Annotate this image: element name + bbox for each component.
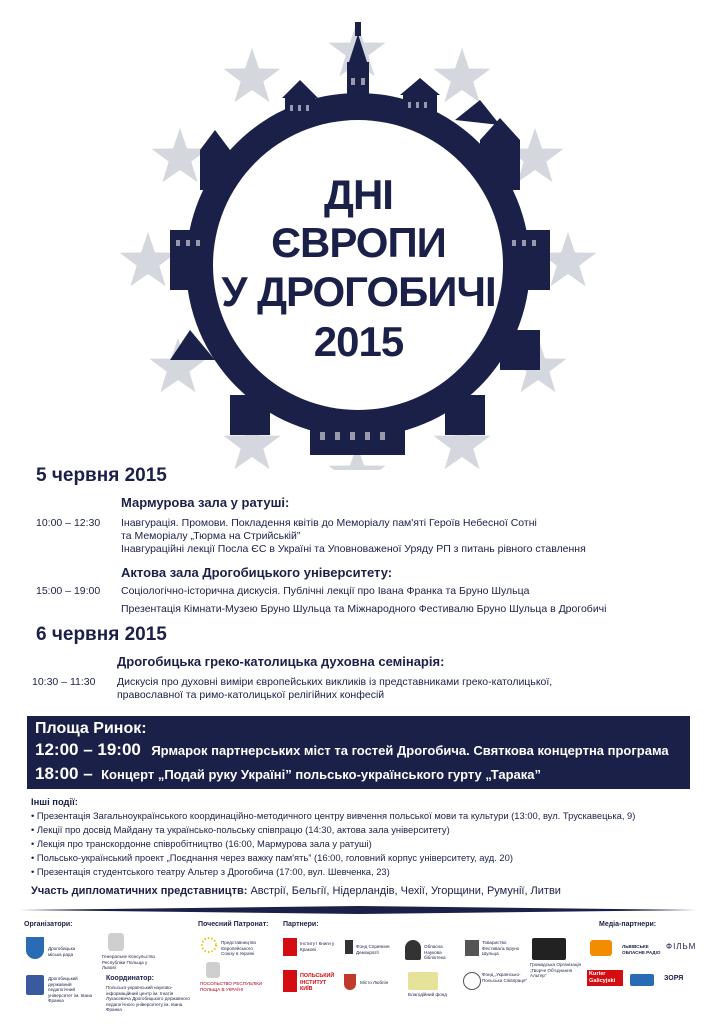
market-time-1: 12:00 – 19:00: [35, 740, 141, 759]
org-2: Генеральне Консульство Республіки Польща у Львові: [102, 954, 156, 970]
day1-venue-2: Актова зала Дрогобицького університету:: [121, 565, 393, 580]
day1-event2-line1: Соціологічно-історична дискусія. Публічні лекції про Івана Франка та Бруно Шульца: [121, 585, 530, 597]
day1-event1-line1: Інавгурація. Промови. Покладення квітів до Меморіалу пам'яті Героїв Небесної Сотні: [121, 517, 537, 529]
day2-event1-line2: православної та римо-католицької релігійних конфесій: [117, 689, 385, 701]
partner-4: Фонд Сприяння Демократії: [356, 944, 390, 955]
title-line-1: ДНІ: [324, 171, 393, 218]
market-time-2: 18:00 –: [35, 764, 93, 783]
other-event-5: • Презентація студентського театру Альтер з Дрогобича (17:00, вул. Шевченка, 23): [31, 866, 390, 877]
day1-event2-time: 15:00 – 19:00: [36, 585, 101, 597]
book-institute-icon: [283, 938, 297, 956]
day1-event1-line3: Інавгураційні лекції Посла ЄС в Україні та Уповноваженої Уряду РП з питань рівного ставлення: [121, 543, 586, 555]
title-line-2: ЄВРОПИ: [271, 219, 446, 266]
poland-eagle-icon: [108, 933, 124, 951]
alter-logo-icon: [532, 938, 566, 960]
radio-station-icon: [630, 974, 654, 986]
day1-date: 5 червня 2015: [36, 465, 167, 486]
footer-separator: [20, 906, 697, 914]
other-event-3: • Лекція про транскордонне співробітництво (16:00, Мармурова зала у ратуші): [31, 838, 372, 849]
market-square-box: [27, 716, 690, 789]
lublin-coat-icon: [344, 974, 356, 990]
media-1: ЛЬВІВСЬКЕ ОБЛАСНЕ РАДІО: [622, 944, 661, 955]
day1-event1-time: 10:00 – 12:30: [36, 517, 101, 529]
market-row-1: [35, 740, 669, 760]
upc-fund-icon: [463, 972, 481, 990]
day2-event1-line1: Дискусія про духовні виміри європейських викликів із представниками греко-католицької,: [117, 676, 553, 688]
other-event-4: • Польсько-український проект „Поєднання через важку пам'ять” (16:00, головний корпус університету, ауд. 20): [31, 852, 513, 863]
embassy-eagle-icon: [206, 962, 220, 978]
media-4: ЗОРЯ: [664, 975, 684, 982]
eu-flag-icon: [200, 936, 218, 954]
library-logo-icon: [405, 940, 421, 960]
diplomats-list: Австрії, Бельгії, Нідерландів, Чехії, Угорщини, Румунії, Литви: [250, 885, 561, 897]
organizers-label: Організатори:: [24, 921, 73, 928]
day1-venue-1: Мармурова зала у ратуші:: [121, 495, 290, 510]
media-3: Kurier Galicyjski: [587, 970, 623, 986]
diplomats-line: [31, 885, 561, 897]
university-logo-icon: [26, 975, 44, 995]
market-desc-1: Ярмарок партнерських міст та гостей Дрогобича. Святкова концертна програма: [151, 743, 669, 758]
patronage-label: Почесний Патронат:: [198, 921, 269, 928]
day1-event2-line2: Презентація Кімнати-Музею Бруно Шульца та Міжнародного Фестивалю Бруно Шульца в Дрогобичі: [121, 603, 607, 615]
other-events-heading: Інші події:: [31, 796, 78, 807]
diplomats-label: Участь дипломатичних представництв:: [31, 885, 248, 897]
market-row-2: [35, 764, 541, 784]
drohobych-coat-icon: [26, 937, 44, 959]
org-1: Дрогобицька міська рада: [48, 946, 76, 957]
partner-9: Громадська Організація „Творче Об'єднання Альтер”: [530, 962, 581, 978]
polish-institute-icon: [283, 970, 297, 992]
org-3: Дрогобицький державний педагогічний університет ім. Івана Франка: [48, 976, 93, 1003]
day2-venue-1: Дрогобицька греко-католицька духовна семінарія:: [117, 654, 445, 669]
other-event-1: • Презентація Загальноукраїнського координаційно-методичного центру вивчення польської мови та культури (13:00, вул. Трускавецька, 9): [31, 810, 636, 821]
title-line-3: У ДРОГОБИЧІ: [221, 268, 496, 315]
media-2: ФІЛЬМ: [666, 942, 697, 951]
partner-2: ПОЛЬСЬКИЙ ІНСТИТУТ КИЇВ: [300, 973, 335, 992]
patronage-1: Представництво Європейського Союзу в Україні: [221, 940, 257, 956]
partner-8: Фонд „Українсько-Польська Співпраця”: [482, 972, 527, 983]
star-icon: [224, 48, 281, 102]
patronage-2: ПОСОЛЬСТВО РЕСПУБЛІКИ ПОЛЬЩА В УКРАЇНІ: [200, 981, 263, 992]
star-icon: [434, 48, 491, 102]
day2-event1-time: 10:30 – 11:30: [32, 676, 96, 688]
coordinator-text: Польсько-український науково-інформаційний центр ім. Ігнатія Лукасевича Дрогобицького державного педагогічного університету ім. Івана Франка: [106, 985, 190, 1012]
democracy-fund-icon: [345, 940, 353, 954]
partner-6: Благодійний фонд: [408, 992, 447, 997]
day1-event1-line2: та Меморіалу „Тюрма на Стрийській”: [121, 530, 301, 542]
radio-logo-icon: [590, 940, 612, 956]
partner-5: Обласна Наукова бібліотека: [424, 944, 446, 960]
partners-label: Партнери:: [283, 921, 319, 928]
other-event-2: • Лекції про досвід Майдану та українсько-польську співпрацю (14:30, актова зала університету): [31, 824, 450, 835]
partner-1: Інститут Книги у Кракові: [300, 941, 335, 952]
title-line-4: 2015: [313, 318, 404, 365]
day2-date: 6 червня 2015: [36, 624, 167, 645]
market-heading: Площа Ринок:: [35, 720, 147, 737]
media-partners-label: Медіа-партнери:: [599, 921, 657, 928]
partner-3: Місто Люблін: [360, 980, 389, 985]
market-desc-2: Концерт „Подай руку Україні” польсько-українського гурту „Тарака”: [101, 767, 542, 782]
charity-fund-icon: [408, 972, 438, 990]
schulz-festival-icon: [465, 940, 479, 956]
partner-7: Товариство Фестиваль Бруно Шульца: [482, 940, 520, 956]
coordinator-label: Координатор:: [106, 975, 155, 982]
